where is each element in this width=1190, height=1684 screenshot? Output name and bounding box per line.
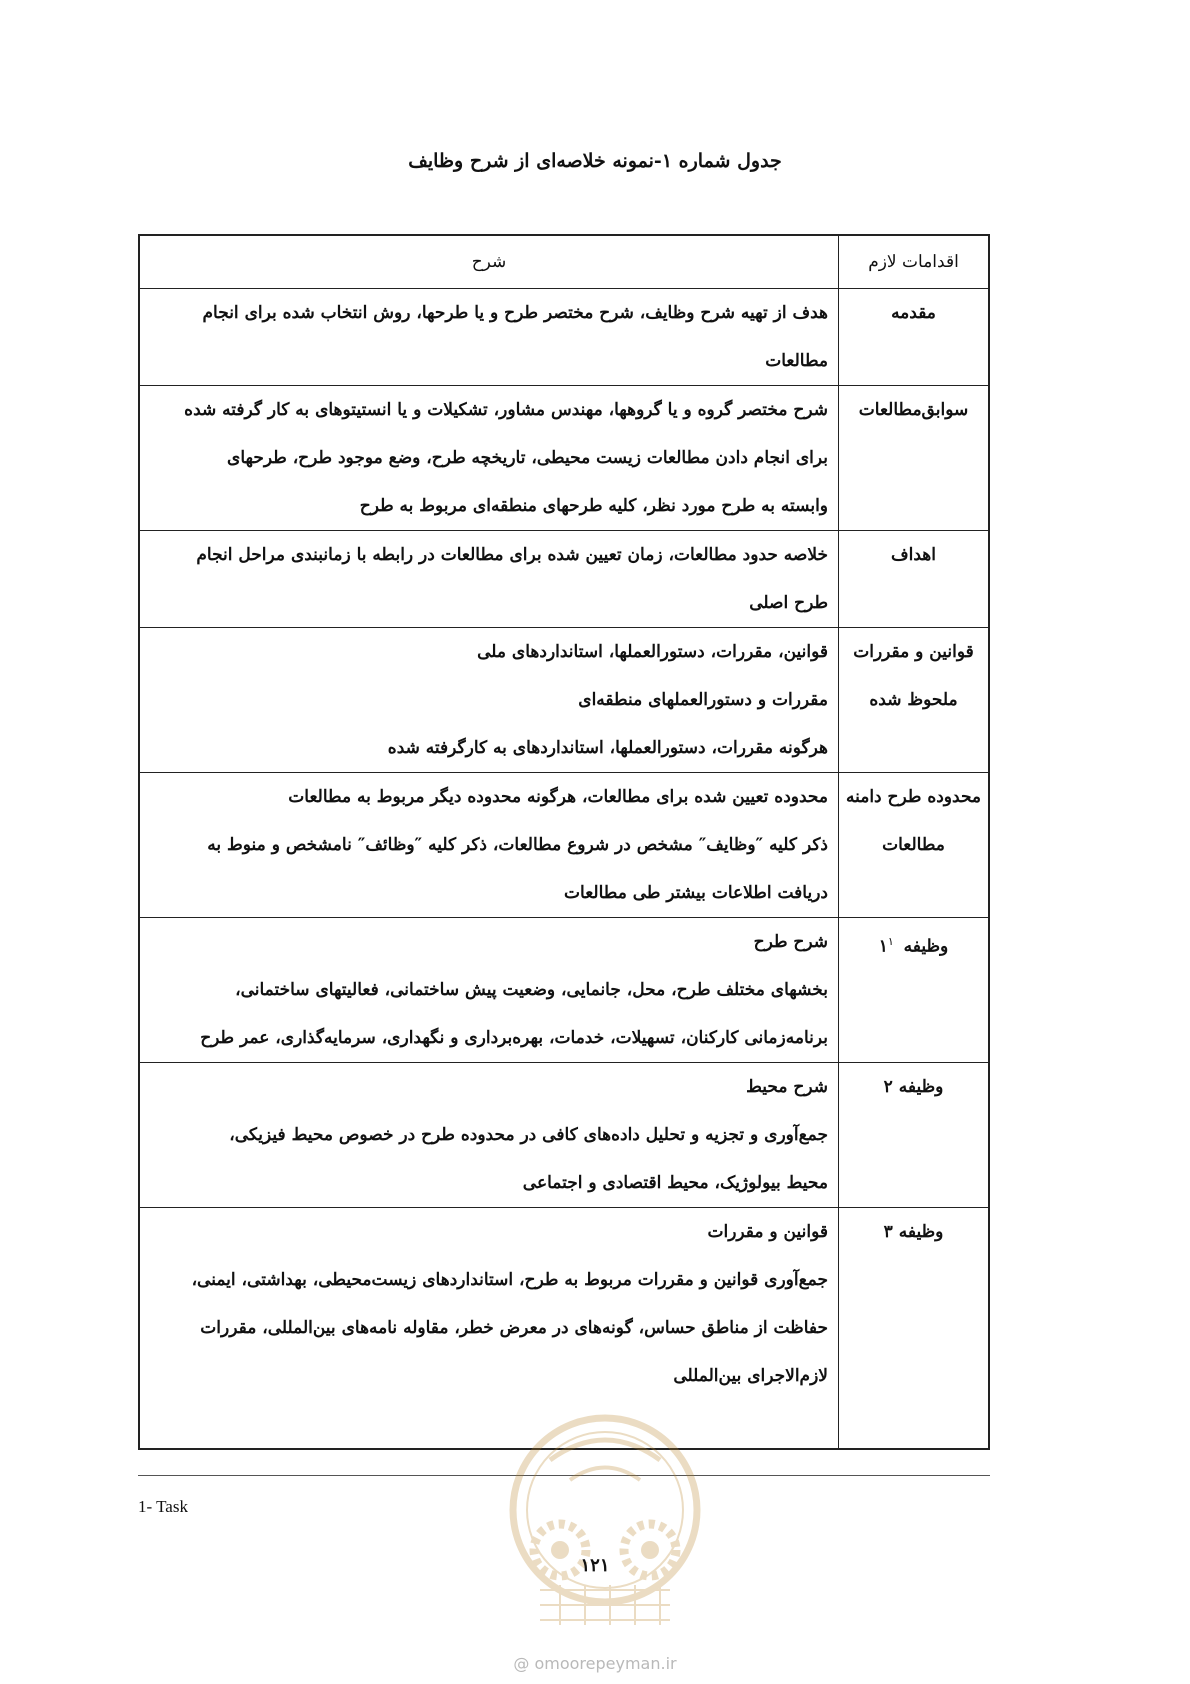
description-line: خلاصه حدود مطالعات، زمان تعیین شده برای مطالعات در رابطه با زمانبندی مراحل انجام: [196, 545, 828, 565]
description-line: شرح محیط: [746, 1077, 828, 1097]
watermark-logo-icon: [490, 1400, 720, 1640]
row-description: [139, 289, 839, 386]
description-line: لازم‌الاجرای بین‌المللی: [673, 1366, 828, 1386]
row-action: [839, 918, 990, 1063]
row-action: اهداف: [839, 531, 990, 628]
description-line: بخشهای مختلف طرح، محل، جانمایی، وضعیت پیش ساختمانی، فعالیتهای ساختمانی،: [235, 980, 828, 1000]
row-description: [139, 628, 839, 773]
description-line: برنامه‌زمانی کارکنان، تسهیلات، خدمات، بهره‌برداری و نگهداری، سرمایه‌گذاری، عمر طرح: [200, 1028, 828, 1048]
description-line: هرگونه مقررات، دستورالعملها، استانداردهای به کارگرفته شده: [387, 738, 828, 758]
description-line: قوانین، مقررات، دستورالعملها، استانداردهای ملی: [477, 642, 828, 662]
watermark-url-text: omoorepeyman.ir: [534, 1654, 677, 1673]
watermark-url: @ omoorepeyman.ir: [513, 1654, 677, 1673]
table-body: [139, 289, 989, 1450]
row-description: [139, 918, 839, 1063]
description-line: جمع‌آوری و تجزیه و تحلیل داده‌های کافی در محدوده طرح در خصوص محیط فیزیکی،: [229, 1125, 828, 1145]
description-line: مقررات و دستورالعملهای منطقه‌ای: [578, 690, 828, 710]
description-line: حفاظت از مناطق حساس، گونه‌های در معرض خطر، مقاوله نامه‌های بین‌المللی، مقررات: [200, 1318, 828, 1338]
description-line: محدوده تعیین شده برای مطالعات، هرگونه محدوده دیگر مربوط به مطالعات: [288, 787, 828, 807]
description-line: قوانین و مقررات: [707, 1222, 828, 1242]
description-line: ذکر کلیه ″وظایف″ مشخص در شروع مطالعات، ذکر کلیه ″وظائف″ نامشخص و منوط به: [207, 835, 828, 855]
footnote-text: 1- Task: [138, 1497, 188, 1516]
row-action: محدوده طرح دامنه مطالعات: [839, 773, 990, 918]
header-actions: اقدامات لازم: [839, 235, 990, 289]
row-description: [139, 773, 839, 918]
description-line: مطالعات: [765, 351, 828, 371]
terms-of-reference-table: [138, 234, 990, 1450]
row-action: وظیفه ۲: [839, 1063, 990, 1208]
table-row: [139, 773, 989, 918]
row-description: [139, 1063, 839, 1208]
table-header-row: [139, 235, 989, 289]
page-number: ۱۲۱: [580, 1555, 610, 1576]
table-row: [139, 531, 989, 628]
description-line: محیط بیولوژیک، محیط اقتصادی و اجتماعی: [522, 1173, 828, 1193]
row-description: [139, 531, 839, 628]
description-line: هدف از تهیه شرح وظایف، شرح مختصر طرح و یا طرحها، روش انتخاب شده برای انجام: [202, 303, 828, 323]
table-row: [139, 918, 989, 1063]
description-line: جمع‌آوری قوانین و مقررات مربوط به طرح، استانداردهای زیست‌محیطی، بهداشتی، ایمنی،: [191, 1270, 828, 1290]
footnote-mark: ۱: [887, 935, 894, 948]
row-action: وظیفه ۳: [839, 1208, 990, 1450]
table-row: [139, 386, 989, 531]
description-line: شرح طرح: [753, 932, 828, 952]
description-line: وابسته به طرح مورد نظر، کلیه طرحهای منطقه‌ای مربوط به طرح: [359, 496, 828, 516]
table-row: [139, 289, 989, 386]
row-action: سوابق‌مطالعات: [839, 386, 990, 531]
description-line: برای انجام دادن مطالعات زیست محیطی، تاریخچه طرح، وضع موجود طرح، طرحهای: [227, 448, 828, 468]
table-title: جدول شماره ۱-نمونه خلاصه‌ای از شرح وظایف: [408, 150, 782, 172]
row-description: [139, 386, 839, 531]
row-action: قوانین و مقررات ملحوظ شده: [839, 628, 990, 773]
description-line: دریافت اطلاعات بیشتر طی مطالعات: [564, 883, 828, 903]
row-description: [139, 1208, 839, 1450]
table-row: [139, 1063, 989, 1208]
table-row: [139, 628, 989, 773]
description-line: طرح اصلی: [749, 593, 828, 613]
description-line: شرح مختصر گروه و یا گروهها، مهندس مشاور، تشکیلات و یا انستیتوهای به کار گرفته شده: [184, 400, 828, 420]
row-action-label: وظیفه ۱: [878, 936, 949, 957]
row-action: مقدمه: [839, 289, 990, 386]
header-description: شرح: [139, 235, 839, 289]
